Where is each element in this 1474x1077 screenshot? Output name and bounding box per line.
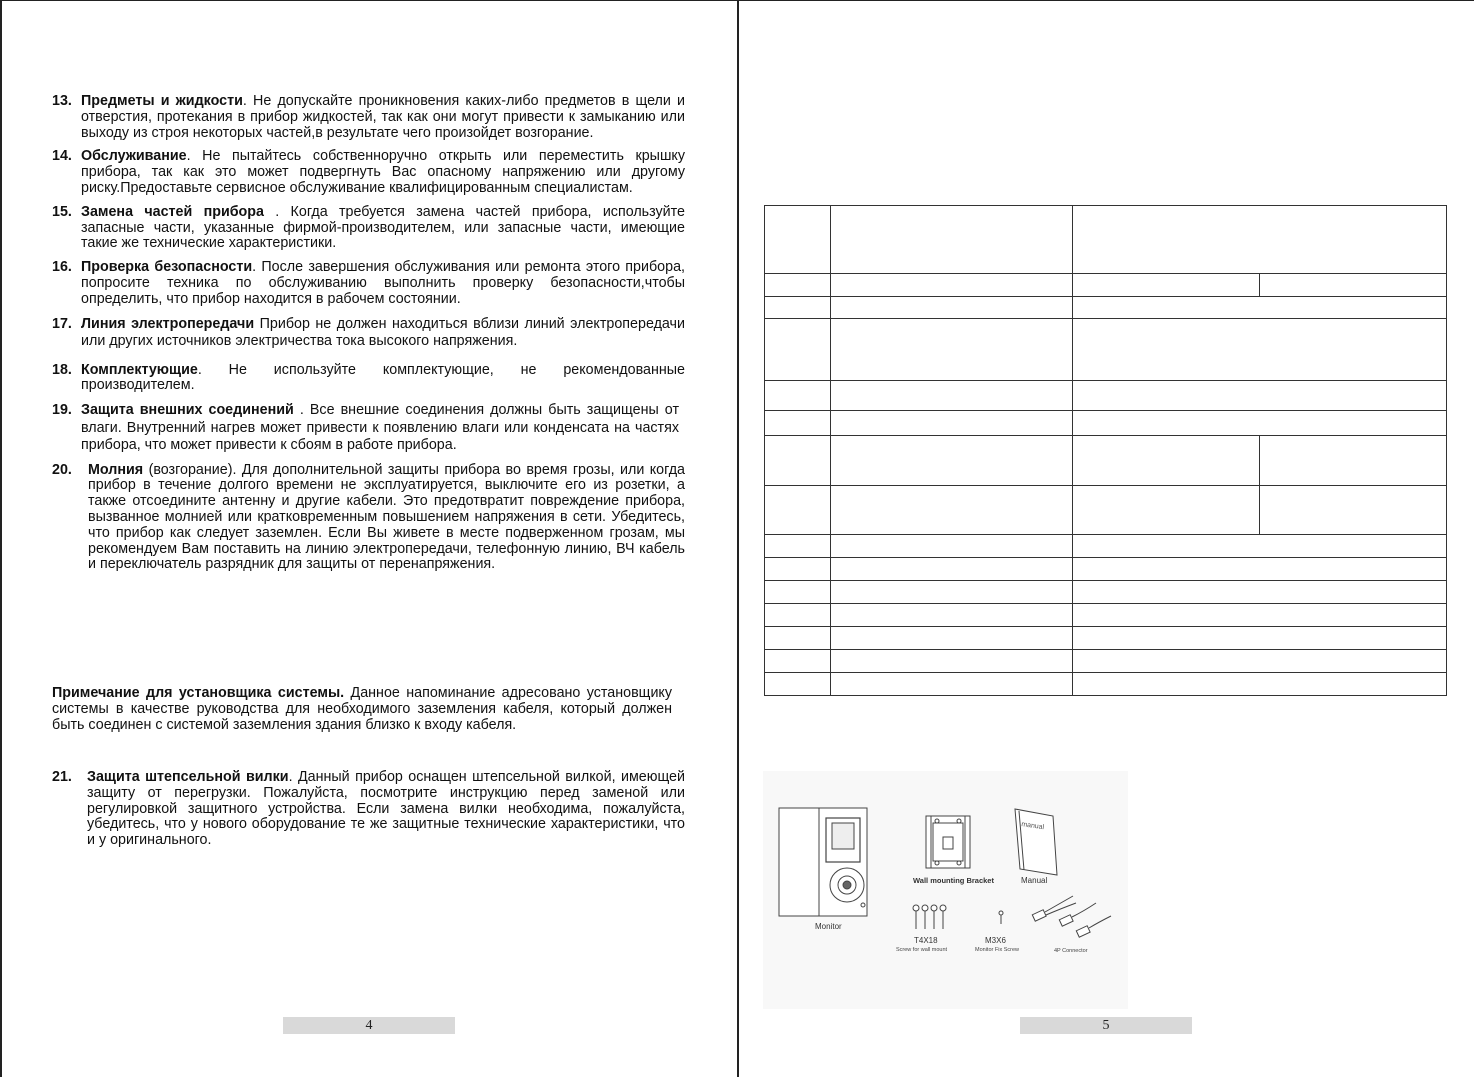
monitor-drawing xyxy=(779,808,867,916)
manual-cover-title: manual xyxy=(1020,821,1045,832)
bracket-label: Wall mounting Bracket xyxy=(913,876,994,885)
spec-table xyxy=(764,205,1447,696)
accessories-drawing xyxy=(763,771,1128,1009)
monitor-label: Monitor xyxy=(815,922,842,931)
safety-item-15: 15. Замена частей прибора . Когда требуется замена частей прибора, используйте запасные части, указанные фирмой-производителем, или запасные части, имеющие такие же технические характеристики. xyxy=(52,203,685,252)
screw-m3-desc: Monitor Fix Screw xyxy=(975,947,1020,953)
manual-drawing xyxy=(1015,809,1057,875)
table-row xyxy=(765,604,1447,627)
safety-list xyxy=(52,94,685,581)
table-row xyxy=(765,274,1447,297)
screws-t4-drawing xyxy=(913,905,946,929)
table-row xyxy=(765,535,1447,558)
page-number: 5 xyxy=(1020,1017,1192,1034)
safety-item-17: 17. Линия электропередачи Прибор не должен находиться вблизи линий электропередачи или других источников электричества тока высокого напряжения. xyxy=(52,315,685,350)
table-row xyxy=(765,558,1447,581)
safety-list-continued xyxy=(52,770,685,857)
table-row xyxy=(765,627,1447,650)
table-row xyxy=(765,381,1447,411)
table-row xyxy=(765,411,1447,436)
safety-item-20: 20. Молния (возгорание). Для дополнительной защиты прибора во время грозы, или когда прибор в течение долгого времени не эксплуатируется, выключите его из розетки, а также отсоедините антенну и другие кабели. Это предотвратит повреждение прибора, вызванное молнией или кратковременным повышением напряжения в сети. Убедитесь, что прибор как следует заземлен. Если Вы живете в месте подверженном грозам, мы рекомендуем Вам поставить на линию электропередачи, телефонную линию, ВЧ кабель и переключатель разрядник для защиты от перенапряжения. xyxy=(52,461,685,573)
safety-item-19: 19. Защита внешних соединений . Все внешние соединения должны быть защищены от влаги. Внутренний нагрев может привести к появлению влаги или конденсата на частях прибора, что может привести к сбоям в работе прибора. xyxy=(52,402,679,454)
installer-note: Примечание для установщика системы. Данное напоминание адресовано установщику системы в качестве руководства для необходимого заземления кабеля, который должен быть соединен с системой заземления здания близко к входу кабеля. xyxy=(52,685,672,733)
table-row xyxy=(765,319,1447,381)
table-row xyxy=(765,650,1447,673)
safety-item-16: 16. Проверка безопасности. После завершения обслуживания или ремонта этого прибора, попросите техника по обслуживанию выполнить проверку безопасности,чтобы определить, что прибор находится в рабочем состоянии. xyxy=(52,259,685,307)
screw-m3-label: M3X6 xyxy=(985,936,1006,945)
accessories-figure xyxy=(763,771,1128,1009)
safety-item-21: 21. Защита штепсельной вилки. Данный прибор оснащен штепсельной вилкой, имеющей защиту от перегрузки. Пожалуйста, посмотрите инструкцию перед заменой или регулировкой защитного устройства. Если замена вилки необходима, пожалуйста, убедитесь, что у нового оборудование те же защитные технические характеристики, что и у оригинального. xyxy=(52,769,685,849)
safety-item-13: 13. Предметы и жидкости. Не допускайте проникновения каких-либо предметов в щели и отверстия, протекания в прибор жидкостей, так как они могут привести к замыканию или выходу из строя некоторых частей,в результате чего произойдет возгорание. xyxy=(52,93,686,141)
table-row xyxy=(765,486,1447,535)
table-row xyxy=(765,436,1447,486)
bracket-drawing xyxy=(926,816,970,868)
connector-drawing xyxy=(1032,896,1111,937)
page-number: 4 xyxy=(283,1017,455,1034)
connector-label: 4P Connector xyxy=(1054,948,1088,954)
manual-label: Manual xyxy=(1021,876,1048,885)
table-row xyxy=(765,673,1447,696)
table-row xyxy=(765,297,1447,319)
table-row xyxy=(765,206,1447,274)
screw-m3-drawing xyxy=(999,911,1003,924)
table-row xyxy=(765,581,1447,604)
screw-t4-desc: Screw for wall mount xyxy=(896,947,948,953)
safety-item-18: 18. Комплектующие. Не используйте комплектующие, не рекомендованные производителем. xyxy=(52,361,685,394)
safety-item-14: 14. Обслуживание. Не пытайтесь собственноручно открыть или переместить крышку прибора, так как это может подвергнуть Вас опасному напряжению или другому риску.Предоставьте сервисное обслуживание квалифицированным специалистам. xyxy=(52,148,685,196)
screw-t4-label: T4X18 xyxy=(914,936,938,945)
